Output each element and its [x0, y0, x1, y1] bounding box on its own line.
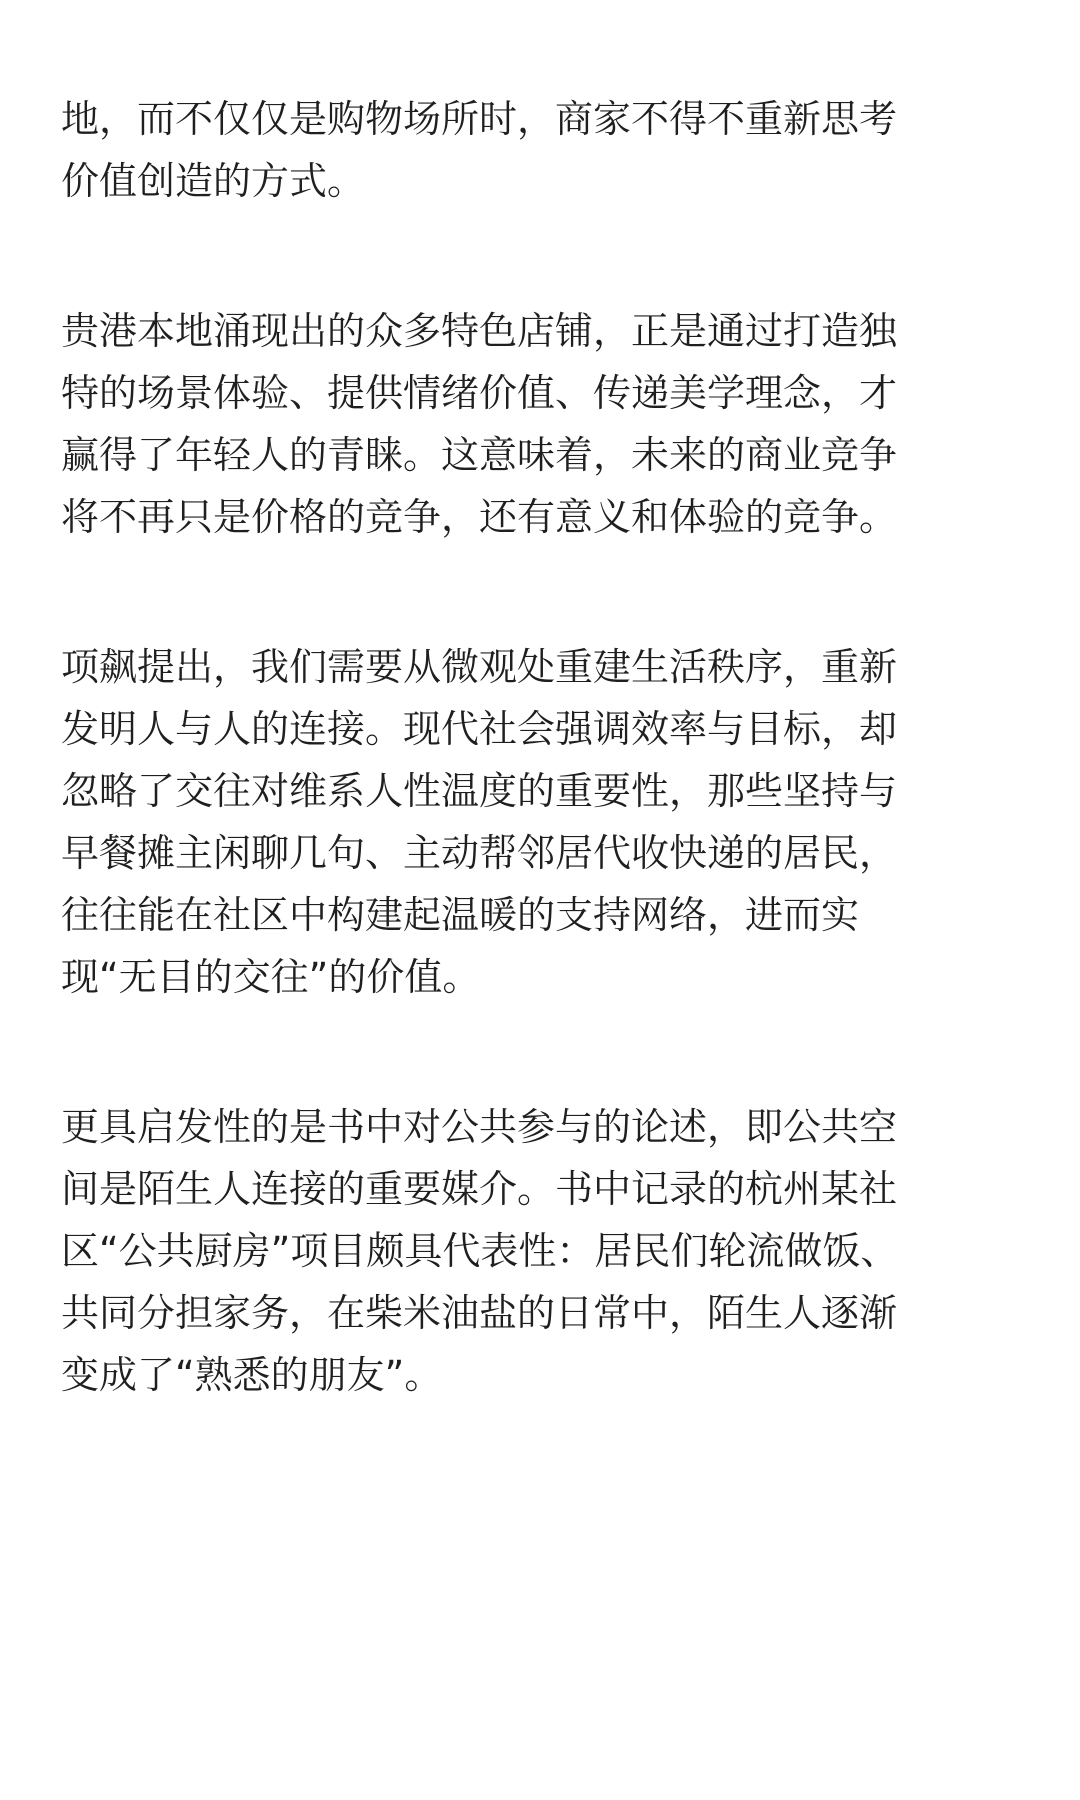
- text-line: 发明人与人的连接。现代社会强调效率与目标，却: [61, 707, 898, 751]
- text-line: 赢得了年轻人的青睐。这意味着，未来的商业竞争: [61, 433, 898, 477]
- text-line: 地，而不仅仅是购物场所时，商家不得不重新思考: [61, 97, 898, 141]
- text-line: 贵港本地涌现出的众多特色店铺，正是通过打造独: [61, 309, 898, 353]
- text-line: 早餐摊主闲聊几句、主动帮邻居代收快递的居民，: [61, 831, 898, 875]
- text-line: 变成了“熟悉的朋友”。: [61, 1353, 443, 1397]
- text-line: 将不再只是价格的竞争，还有意义和体验的竞争。: [61, 495, 898, 539]
- paragraph-4: [61, 1096, 1021, 1406]
- text-line: 间是陌生人连接的重要媒介。书中记录的杭州某社: [61, 1167, 898, 1211]
- text-line: 区“公共厨房”项目颇具代表性：居民们轮流做饭、: [61, 1229, 899, 1273]
- text-line: 价值创造的方式。: [61, 159, 366, 203]
- article-body: [61, 88, 1021, 1494]
- text-line: 往往能在社区中构建起温暖的支持网络，进而实: [61, 893, 860, 937]
- paragraph-1: [61, 88, 1021, 212]
- text-line: 共同分担家务，在柴米油盐的日常中，陌生人逐渐: [61, 1291, 898, 1335]
- paragraph-2: [61, 300, 1021, 548]
- text-line: 更具启发性的是书中对公共参与的论述，即公共空: [61, 1105, 898, 1149]
- text-line: 忽略了交往对维系人性温度的重要性，那些坚持与: [61, 769, 898, 813]
- text-line: 特的场景体验、提供情绪价值、传递美学理念，才: [61, 371, 898, 415]
- text-line: 项飙提出，我们需要从微观处重建生活秩序，重新: [61, 645, 898, 689]
- paragraph-3: [61, 636, 1021, 1008]
- text-line: 现“无目的交往”的价值。: [61, 955, 481, 999]
